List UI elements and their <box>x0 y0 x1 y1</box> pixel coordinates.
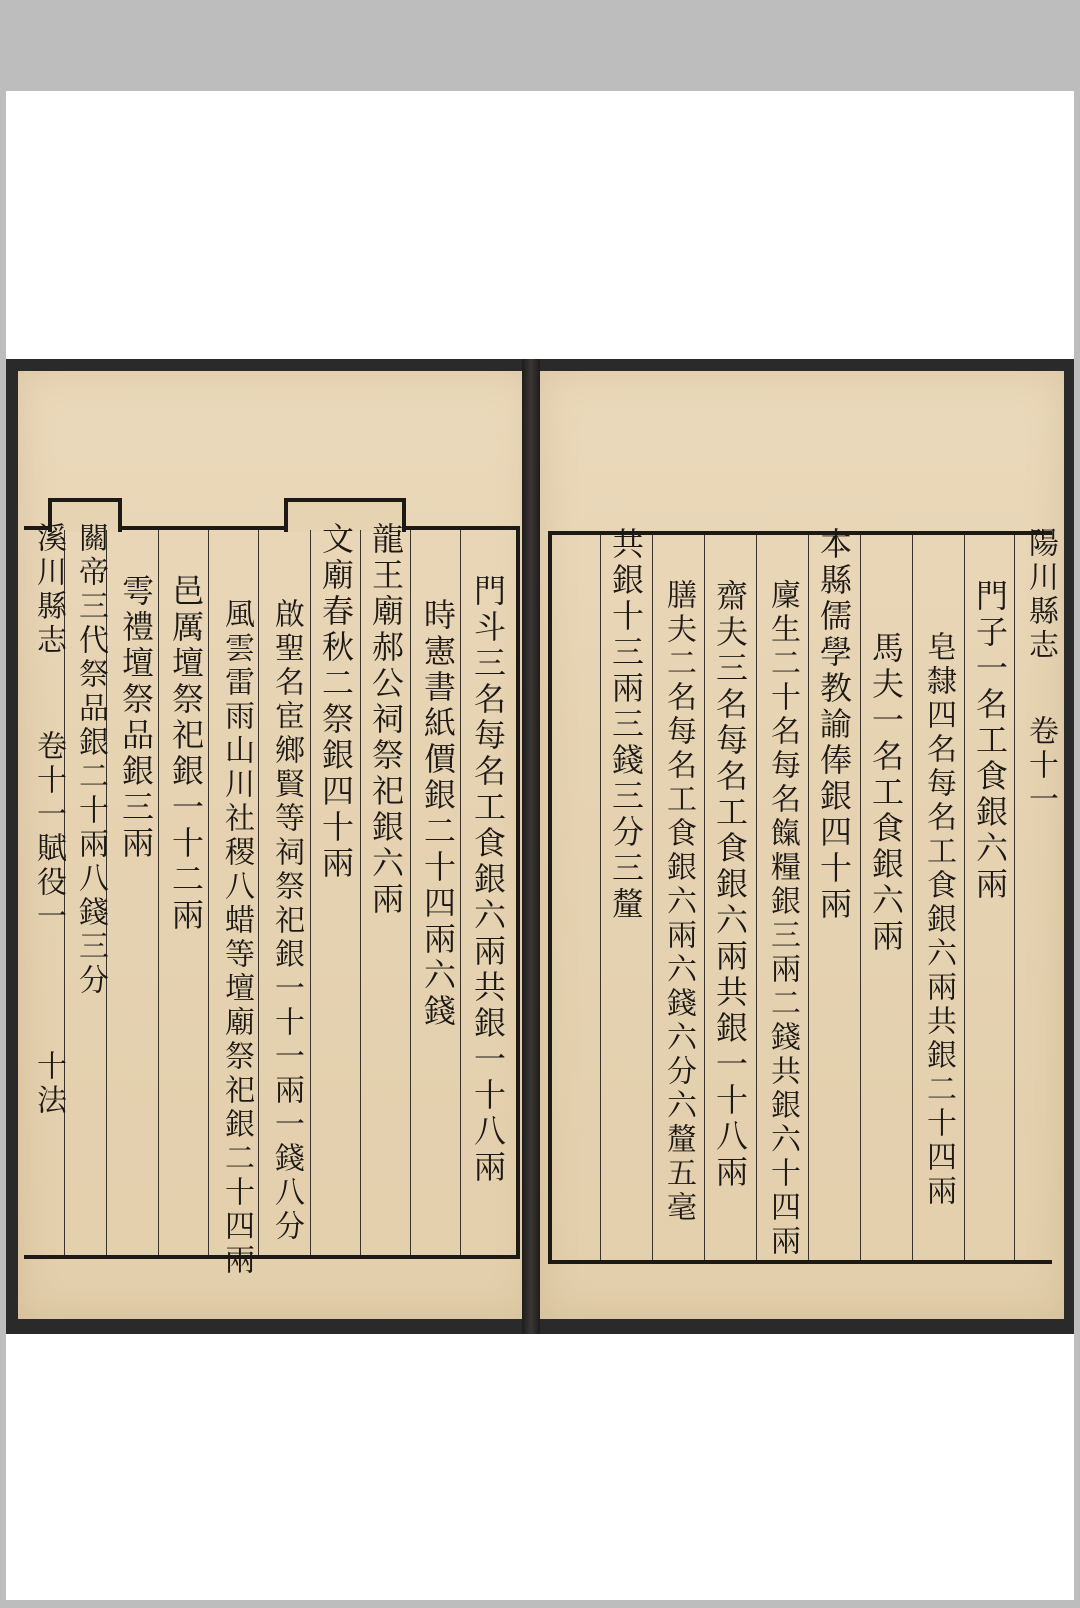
column-rule <box>360 530 361 1255</box>
margin-volume: 卷十一 <box>1023 715 1058 817</box>
margin-folio: 十法 <box>31 1050 66 1118</box>
column-rule <box>208 530 209 1255</box>
right-page <box>540 371 1064 1319</box>
left-page-frame <box>24 522 520 1278</box>
column-rule <box>808 535 809 1260</box>
column-rule <box>410 530 411 1255</box>
text-column: 門子一名工食銀六兩 <box>971 579 1009 903</box>
text-column: 本縣儒學教諭俸銀四十兩 <box>815 527 853 923</box>
column-rule <box>258 530 259 1255</box>
text-column: 啟聖名宦鄉賢等祠祭祀銀一十一兩一錢八分 <box>269 598 304 1244</box>
text-column: 門斗三名每名工食銀六兩共銀一十八兩 <box>469 574 507 1186</box>
text-column: 齋夫三名每名工食銀六兩共銀一十八兩 <box>711 579 749 1191</box>
column-rule <box>600 535 601 1260</box>
column-rule <box>158 530 159 1255</box>
column-rule <box>964 535 965 1260</box>
text-column: 雩禮壇祭品銀三兩 <box>117 574 155 862</box>
book-gutter <box>522 359 540 1334</box>
text-column: 廩生二十名每名餼糧銀三兩二錢共銀六十四兩 <box>765 579 800 1259</box>
margin-title: 溪川縣志 <box>31 522 66 658</box>
left-page <box>18 371 534 1319</box>
text-column: 文廟春秋二祭銀四十兩 <box>317 522 355 882</box>
column-rule <box>1014 535 1015 1260</box>
column-rule <box>756 535 757 1260</box>
column-rule <box>310 530 311 1255</box>
text-column: 膳夫二名每名工食銀六兩六錢六分六釐五毫 <box>661 579 696 1225</box>
book-scan <box>6 359 1074 1334</box>
text-column: 風雲雷雨山川社稷八蜡等壇廟祭祀銀二十四兩 <box>219 598 254 1278</box>
text-column: 時憲書紙價銀二十四兩六錢 <box>419 598 457 1030</box>
column-rule <box>860 535 861 1260</box>
text-column: 龍王廟郝公祠祭祀銀六兩 <box>367 522 405 918</box>
margin-title: 陽川縣志 <box>1023 527 1058 663</box>
text-column: 邑厲壇祭祀銀一十二兩 <box>167 574 205 934</box>
right-page-frame <box>548 527 1058 1264</box>
image-viewer <box>6 91 1074 1600</box>
text-column: 皂隸四名每名工食銀六兩共銀二十四兩 <box>921 631 956 1209</box>
text-column: 馬夫一名工食銀六兩 <box>867 631 905 955</box>
column-rule <box>460 530 461 1255</box>
column-rule <box>704 535 705 1260</box>
text-column: 共銀十三兩三錢三分三釐 <box>607 527 645 923</box>
text-column: 關帝三代祭品銀二十兩八錢三分 <box>73 522 108 998</box>
column-rule <box>912 535 913 1260</box>
margin-volume: 卷十一賦役一 <box>31 730 66 934</box>
column-rule <box>652 535 653 1260</box>
